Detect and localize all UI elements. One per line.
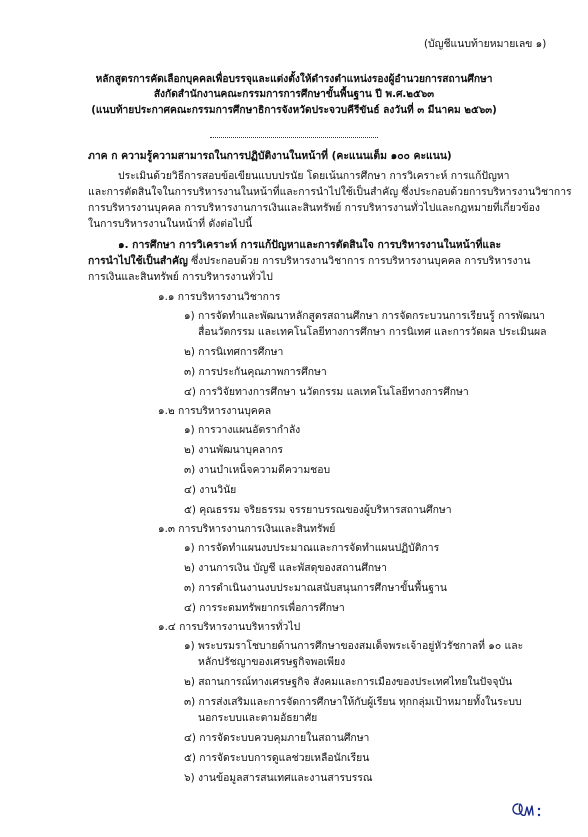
list-item: ๕) คุณธรรม จริยธรรม จรรยาบรรณของผู้บริหารสถานศึกษา	[184, 504, 452, 516]
list-item: ๑) การวางแผนอัตรากำลัง	[184, 424, 301, 436]
document-title-line-3: (แนบท้ายประกาศคณะกรรมการศึกษาธิการจังหวัดประจวบคีรีขันธ์ ลงวันที่ ๓ มีนาคม ๒๕๖๓)	[91, 105, 497, 116]
list-item: ๔) การวิจัยทางการศึกษา นวัตกรรม แลเทคโนโลยีทางการศึกษา	[184, 386, 469, 398]
section-1-2-title: ๑.๒ การบริหารงานบุคคล	[158, 405, 272, 417]
section-1-1-title: ๑.๑ การบริหารงานวิชาการ	[158, 291, 281, 303]
document-title-line-2: สังกัดสำนักงานคณะกรรมการการศึกษาขั้นพื้นฐาน ปี พ.ศ.๒๕๖๓	[153, 89, 435, 100]
list-item: ๔) การจัดระบบควบคุมภายในสถานศึกษา	[184, 732, 370, 744]
handwritten-initials	[508, 797, 552, 823]
list-item: ๔) การระดมทรัพยากรเพื่อการศึกษา	[184, 602, 345, 614]
list-item: ๑) พระบรมราโชบายด้านการศึกษาของสมเด็จพระเจ้าอยู่หัวรัชกาลที่ ๑๐ และ	[184, 640, 524, 652]
section-1-4-title: ๑.๔ การบริหารงานบริหารทั่วไป	[158, 621, 301, 633]
part-a-heading: ภาค ก ความรู้ความสามารถในการปฏิบัติงานในหน้าที่ (คะแนนเต็ม ๑๐๐ คะแนน)	[88, 150, 452, 162]
list-item: ๑) การจัดทำและพัฒนาหลักสูตรสถานศึกษา การจัดกระบวนการเรียนรู้ การพัฒนา	[184, 310, 545, 322]
section-1-3-title: ๑.๓ การบริหารงานการเงินและสินทรัพย์	[158, 523, 336, 535]
list-item: ๓) การดำเนินงานงบประมาณสนับสนุนการศึกษาขั้นพื้นฐาน	[184, 582, 447, 594]
list-item: ๖) งานข้อมูลสารสนเทศและงานสารบรรณ	[184, 772, 373, 784]
list-item: ๔) งานวินัย	[184, 484, 237, 496]
item-1-title: ๑. การศึกษา การวิเคราะห์ การแก้ปัญหาและการตัดสินใจ การบริหารงานในหน้าที่และ	[118, 239, 502, 251]
list-item: สื่อนวัตกรรม และเทคโนโลยีทางการศึกษา การนิเทศ และการวัดผล ประเมินผล	[198, 326, 547, 338]
list-item: ๒) งานการเงิน บัญชี และพัสดุของสถานศึกษา	[184, 562, 387, 574]
dotted-separator	[210, 137, 378, 138]
intro-line-1: ประเมินด้วยวิธีการสอบข้อเขียนแบบปรนัย โดยเน้นการศึกษา การวิเคราะห์ การแก้ปัญหา	[118, 170, 510, 182]
item-1-line-3: การเงินและสินทรัพย์ การบริหารงานทั่วไป	[88, 271, 273, 283]
document-title-line-1: หลักสูตรการคัดเลือกบุคคลเพื่อบรรจุและแต่งตั้งให้ดำรงตำแหน่งรองผู้อำนวยการสถานศึกษา	[95, 74, 493, 85]
list-item: ๒) สถานการณ์ทางเศรษฐกิจ สังคมและการเมืองของประเทศไทยในปัจจุบัน	[184, 676, 513, 688]
item-1-line-2-rest: ซึ่งประกอบด้วย การบริหารงานวิชาการ การบริหารงานบุคคล การบริหารงาน	[187, 255, 531, 267]
item-1-line-2	[88, 255, 531, 268]
list-item: นอกระบบและตามอัธยาศัย	[198, 712, 318, 724]
list-item: ๒) การนิเทศการศึกษา	[184, 346, 284, 358]
intro-line-3: การบริหารงานบุคคล การบริหารงานการเงินและสินทรัพย์ การบริหารงานทั่วไปและกฎหมายที่เกี่ยวข้อง	[88, 202, 540, 214]
list-item: ๓) งานบำเหน็จความดีความชอบ	[184, 464, 331, 476]
list-item: ๑) การจัดทำแผนงบประมาณและการจัดทำแผนปฏิบัติการ	[184, 542, 440, 554]
intro-line-2: และการตัดสินใจในการบริหารงานในหน้าที่และการนำไปใช้เป็นสำคัญ ซึ่งประกอบด้วยการบริหารงานวิชาการ	[88, 186, 572, 198]
list-item: หลักปรัชญาของเศรษฐกิจพอเพียง	[198, 656, 346, 668]
intro-line-4: ในการบริหารงานในหน้าที่ ดังต่อไปนี้	[88, 218, 253, 230]
list-item: ๓) การส่งเสริมและการจัดการศึกษาให้กับผู้เรียน ทุกกลุ่มเป้าหมายทั้งในระบบ	[184, 696, 522, 708]
list-item: ๓) การประกันคุณภาพการศึกษา	[184, 366, 327, 378]
item-1-line-2-bold: การนำไปใช้เป็นสำคัญ	[88, 255, 188, 267]
list-item: ๒) งานพัฒนาบุคลากร	[184, 444, 284, 456]
list-item: ๕) การจัดระบบการดูแลช่วยเหลือนักเรียน	[184, 752, 370, 764]
annex-reference: (บัญชีแนบท้ายหมายเลข ๑)	[424, 38, 547, 50]
